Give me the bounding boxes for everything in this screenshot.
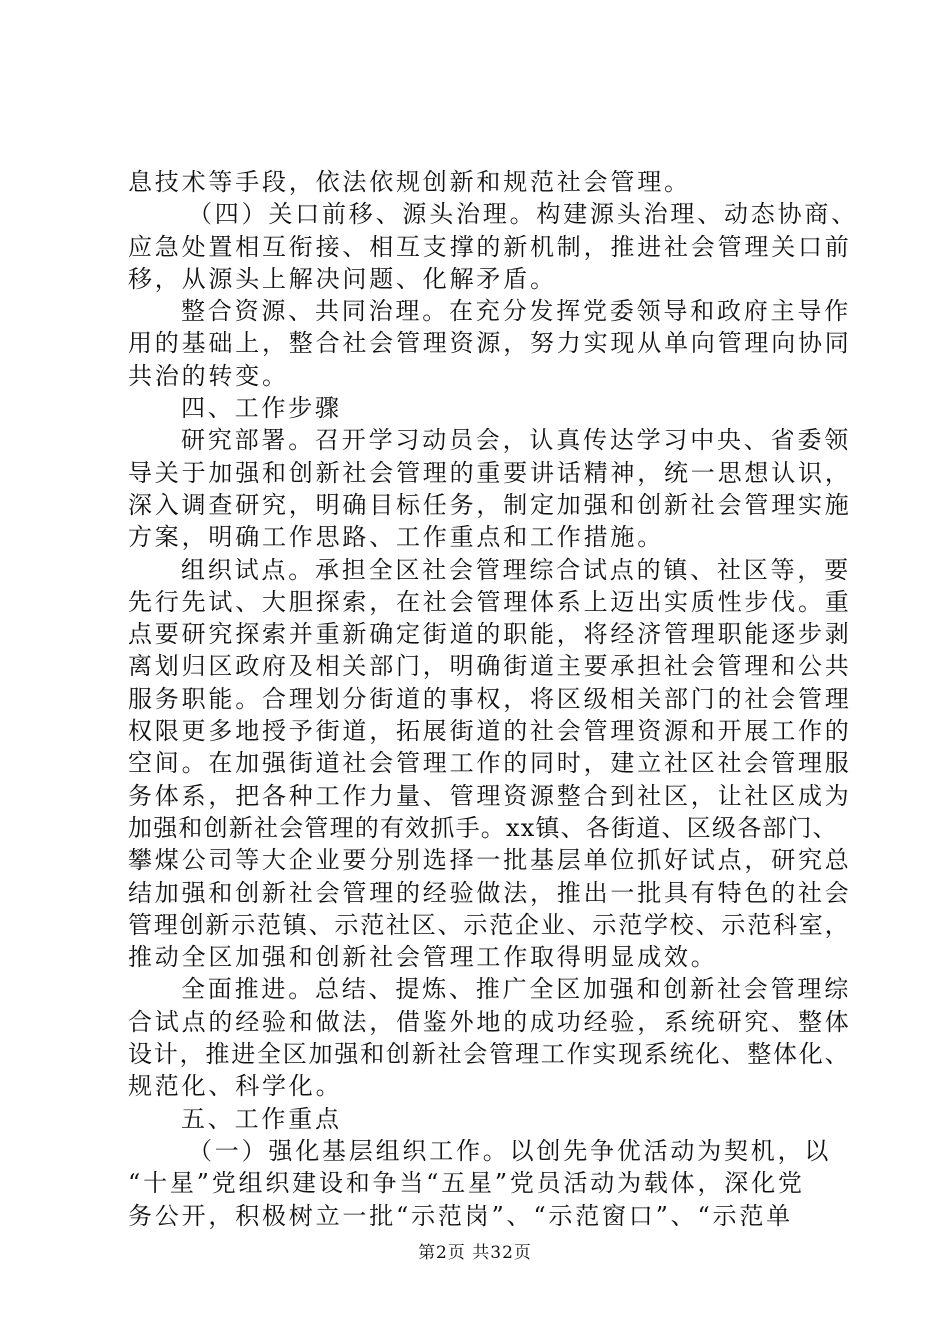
page-number: 第2页 共32页 [418,1243,532,1263]
text-line: 管理创新示范镇、示范社区、示范企业、示范学校、示范科室， [128,910,851,939]
text-line: 深入调查研究，明确目标任务，制定加强和创新社会管理实施 [128,490,852,519]
text-line: 合试点的经验和做法，借鉴外地的成功经验，系统研究、整体 [128,1007,852,1036]
text-line: 规范化、科学化。 [128,1072,343,1101]
text-line: 设计，推进全区加强和创新社会管理工作实现系统化、整体化、 [128,1040,851,1069]
text-line: 推动全区加强和创新社会管理工作取得明显成效。 [128,943,718,972]
text-line: 共治的转变。 [128,361,289,390]
text-line: 全面推进。总结、提炼、推广全区加强和创新社会管理综 [181,975,851,1004]
text-line: 用的基础上，整合社会管理资源，努力实现从单向管理向协同 [128,329,852,358]
text-line: 务体系，把各种工作力量、管理资源整合到社区，让社区成为 [128,781,852,810]
text-line: 先行先试、大胆探索，在社会管理体系上迈出实质性步伐。重 [128,587,852,616]
section-heading: 四、工作步骤 [181,394,342,423]
text-line: （一）强化基层组织工作。以创先争优活动为契机，以 [188,1136,832,1165]
text-line: 离划归区政府及相关部门，明确街道主要承担社会管理和公共 [128,652,852,681]
text-line: 整合资源、共同治理。在充分发挥党委领导和政府主导作 [181,297,851,326]
text-line: （四）关口前移、源头治理。构建源头治理、动态协商、 [188,200,858,229]
text-line: 方案，明确工作思路、工作重点和工作措施。 [128,523,664,552]
section-heading: 五、工作重点 [181,1104,342,1133]
text-line: 导关于加强和创新社会管理的重要讲话精神，统一思想认识， [128,458,852,487]
text-line: 务公开，积极树立一批“示范岗”、“示范窗口”、“示范单 [128,1201,793,1230]
text-line: 服务职能。合理划分街道的事权，将区级相关部门的社会管理 [128,684,852,713]
text-line: 权限更多地授予街道，拓展街道的社会管理资源和开展工作的 [128,717,852,746]
text-line: 移，从源头上解决问题、化解矛盾。 [128,264,557,293]
text-line: 息技术等手段，依法依规创新和规范社会管理。 [128,168,691,196]
document-body [128,166,858,1232]
text-line: “十星”党组织建设和争当“五星”党员活动为载体，深化党 [128,1169,805,1198]
text-line: 组织试点。承担全区社会管理综合试点的镇、社区等，要 [181,555,851,584]
text-line: 攀煤公司等大企业要分别选择一批基层单位抓好试点，研究总 [128,846,852,875]
text-line: 空间。在加强街道社会管理工作的同时，建立社区社会管理服 [128,749,852,778]
text-line: 应急处置相互衔接、相互支撑的新机制，推进社会管理关口前 [128,232,852,261]
text-line: 结加强和创新社会管理的经验做法，推出一批具有特色的社会 [128,878,852,907]
text-line: 研究部署。召开学习动员会，认真传达学习中央、省委领 [181,426,851,455]
text-line: 点要研究探索并重新确定街道的职能，将经济管理职能逐步剥 [128,620,852,649]
text-line: 加强和创新社会管理的有效抓手。xx镇、各街道、区级各部门、 [128,813,838,842]
